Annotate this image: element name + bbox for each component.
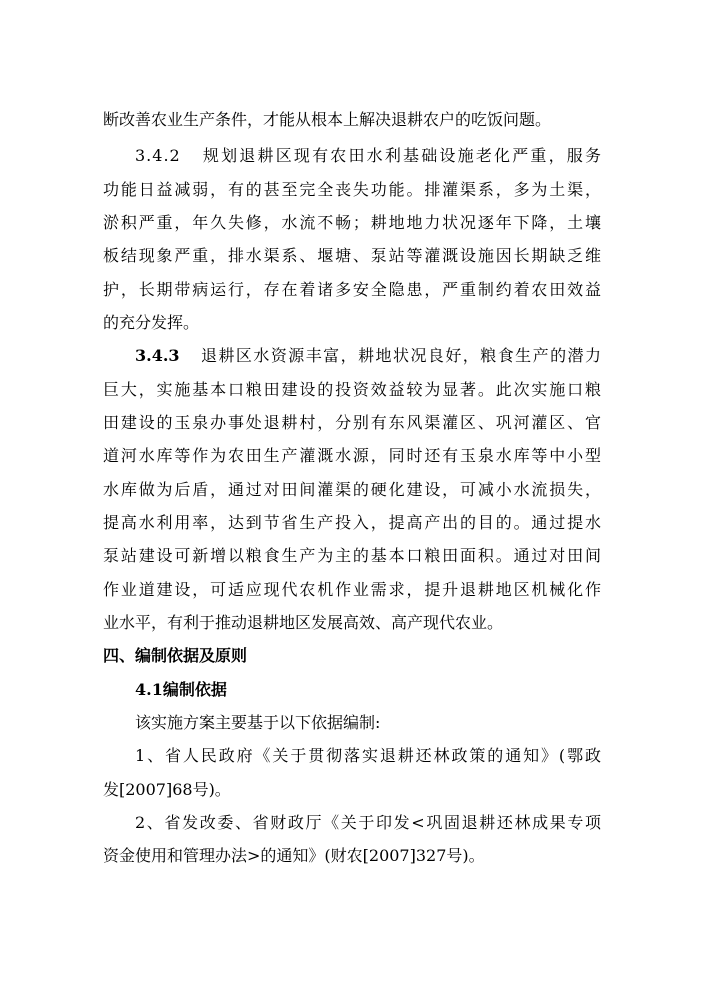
text-line: 道河水库等作为农田生产灌溉水源，同时还有玉泉水库等中小型 (103, 446, 601, 465)
text-line (135, 144, 601, 168)
text-line: 泵站建设可新增以粮食生产为主的基本口粮田面积。通过对田间 (103, 546, 601, 565)
section-number: 3.4.2 (135, 146, 181, 165)
section-number: 3.4.3 (135, 346, 180, 365)
text-line: 断改善农业生产条件，才能从根本上解决退耕农户的吃饭问题。 (103, 110, 552, 129)
list-item-line: 发[2007]68号)。 (103, 780, 231, 799)
section-heading: 四、编制依据及原则 (103, 646, 248, 665)
list-item-line: 资金使用和管理办法>的通知》(财农[2007]327号)。 (103, 846, 485, 865)
text-line: 提高水利用率，达到节省生产投入，提高产出的目的。通过提水 (103, 513, 601, 532)
list-item-line: 2、省发改委、省财政厅《关于印发<巩固退耕还林成果专项 (135, 813, 601, 832)
text-line-content: 退耕区水资源丰富，耕地状况良好，粮食生产的潜力 (199, 346, 601, 365)
text-line: 水库做为后盾，通过对田间灌渠的硬化建设，可减小水流损失， (103, 480, 601, 499)
text-line: 护，长期带病运行，存在着诸多安全隐患，严重制约着农田效益 (103, 280, 601, 299)
text-line: 功能日益减弱，有的甚至完全丧失功能。排灌渠系，多为土渠， (103, 180, 601, 199)
subsection-heading: 4.1编制依据 (135, 680, 227, 699)
text-line-content: 规划退耕区现有农田水利基础设施老化严重，服务 (200, 146, 601, 165)
text-line (135, 344, 601, 368)
text-line: 板结现象严重，排水渠系、堰塘、泵站等灌溉设施因长期缺乏维 (103, 246, 601, 265)
text-line: 的充分发挥。 (103, 313, 200, 332)
text-line: 淤积严重，年久失修，水流不畅；耕地地力状况逐年下降，土壤 (103, 213, 601, 232)
text-line: 业水平，有利于推动退耕地区发展高效、高产现代农业。 (103, 613, 504, 632)
text-line: 作业道建设，可适应现代农机作业需求，提升退耕地区机械化作 (103, 580, 601, 599)
text-line: 田建设的玉泉办事处退耕村，分别有东风渠灌区、巩河灌区、官 (103, 413, 601, 432)
list-item-line: 1、省人民政府《关于贯彻落实退耕还林政策的通知》(鄂政 (135, 746, 601, 765)
text-line: 巨大，实施基本口粮田建设的投资效益较为显著。此次实施口粮 (103, 380, 601, 399)
text-line: 该实施方案主要基于以下依据编制: (135, 713, 381, 732)
